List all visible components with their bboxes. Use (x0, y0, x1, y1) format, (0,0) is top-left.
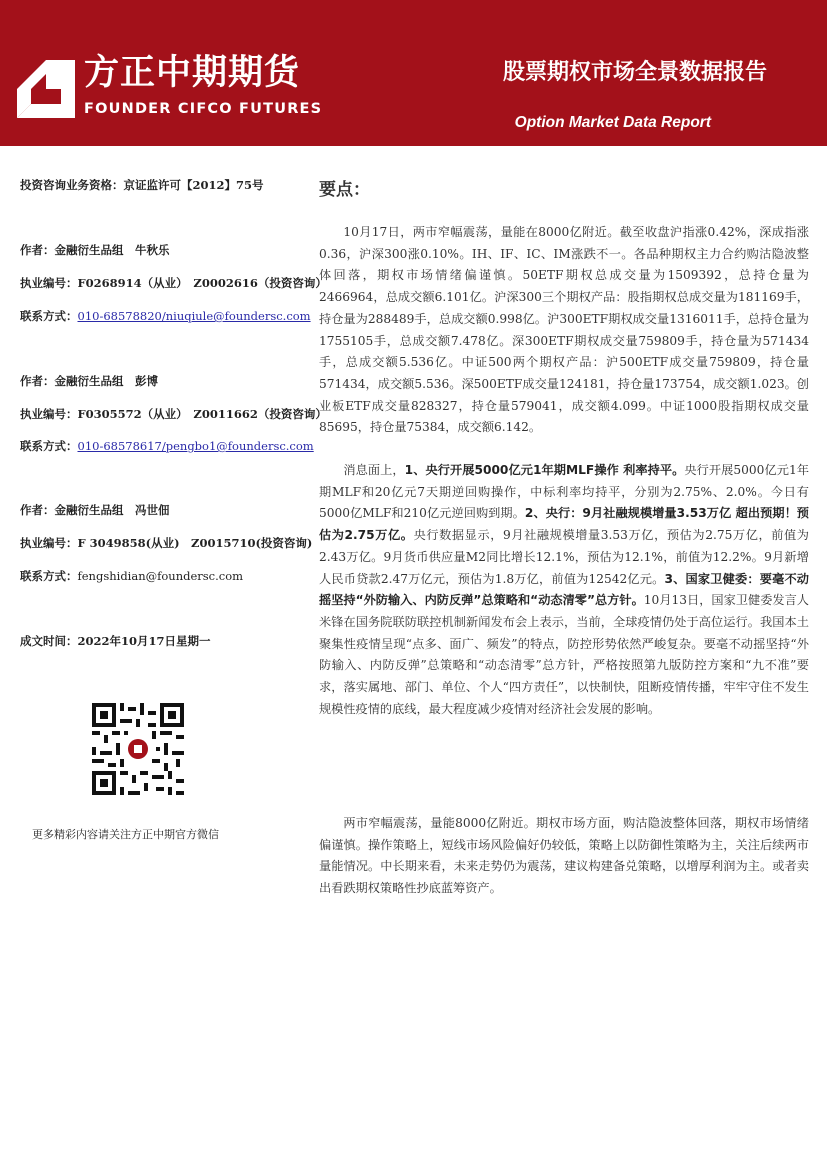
header-band (0, 0, 827, 146)
news-headline-3: 3、国家卫健委：要毫不动摇坚持“外防输入、内防反弹”总策略和“动态清零”总方针。 (319, 571, 809, 608)
author-3-cert: 执业编号：F 3049858(从业) Z0015710(投资咨询) (20, 536, 313, 550)
author-3-email: fengshidian@foundersc.com (77, 569, 244, 583)
license-line: 投资咨询业务资格：京证监许可【2012】75号 (20, 178, 264, 192)
news-body-3: 10月13日，国家卫健委发言人米锋在国务院联防联控机制新闻发布会上表示，当前，全球疫情仍处于高位运行。我国本土聚集性疫情呈现“点多、面广、频发”的特点，防控形势依然严峻复杂。要毫不动摇坚持“外防输入、内防反弹”总策略和“动态清零”总方针，严格按照第九版防控方案和“九不准”要求，落实属地、部门、单位、个人“四方责任”，以快制快，阻断疫情传播，牢牢守住不发生规模性疫情的底线，最大程度减少疫情对经济社会发展的影响。 (319, 593, 809, 716)
date-line: 成文时间：2022年10月17日星期一 (20, 634, 211, 648)
news-body-1: 央行开展5000亿元1年期MLF和20亿元7天期逆回购操作，中标利率均持平，分别为2.75%、2.0%。今日有5000亿MLF和210亿元逆回购到期。 (319, 463, 810, 521)
author-2-email-link[interactable]: 010-68578617/pengbo1@foundersc.com (77, 439, 314, 453)
report-title: 股票期权市场全景数据报告 (502, 60, 767, 85)
author-3-name: 作者：金融衍生品组 冯世佃 (20, 503, 170, 517)
contact-label: 联系方式： (20, 569, 78, 583)
news-paragraph (319, 460, 809, 720)
logo-english-name: FOUNDER CIFCO FUTURES (84, 101, 323, 117)
key-points-heading: 要点： (319, 180, 370, 200)
news-headline-2: 2、央行：9月社融规模增量3.53万亿 超出预期！预估为2.75万亿。 (319, 506, 809, 543)
news-headline-1: 1、央行开展5000亿元1年期MLF操作 利率持平。 (404, 463, 685, 477)
report-subtitle: Option Market Data Report (514, 114, 711, 131)
author-2-cert: 执业编号：F0305572（从业） Z0011662（投资咨询） (20, 407, 327, 421)
contact-label: 联系方式： (20, 439, 78, 453)
author-1-cert: 执业编号：F0268914（从业） Z0002616（投资咨询） (20, 276, 327, 290)
author-2-name: 作者：金融衍生品组 彭博 (20, 374, 158, 388)
news-intro: 消息面上， (343, 463, 405, 477)
qr-caption: 更多精彩内容请关注方正中期官方微信 (32, 828, 219, 841)
author-1-contact (20, 311, 311, 323)
news-body-2: 央行数据显示，9月社融规模增量3.53万亿，预估为2.75万亿，前值为2.43万亿。9月货币供应量M2同比增长12.1%，预估为12.1%，前值为12.2%。9月新增人民币贷款2.47万亿元，预估为1.8万亿，前值为12542亿元。 (319, 528, 809, 586)
strategy-paragraph: 两市窄幅震荡，量能8000亿附近。期权市场方面，购沽隐波整体回落，期权市场情绪偏谨慎。操作策略上，短线市场风险偏好仍较低，策略上以防御性策略为主，关注后续两市量能情况。中长期来看，未来走势仍为震荡，建议构建备兑策略，以增厚利润为主。或者卖出看跌期权策略性抄底蓝筹资产。 (319, 816, 809, 896)
market-summary-paragraph: 10月17日，两市窄幅震荡，量能在8000亿附近。截至收盘沪指涨0.42%，深成指涨0.36，沪深300涨0.10%。IH、IF、IC、IM涨跌不一。各品种期权主力合约购沽隐波整体回落，期权市场情绪偏谨慎。50ETF期权总成交量为1509392，总持仓量为2466964，总成交额6.101亿。沪深300三个期权产品：股指期权总成交量为181169手，持仓量为288489手，总成交额0.998亿。沪300ETF期权成交量1316011手，总持仓量为1755105手，总成交额7.478亿。深300ETF期权成交量759809手，持仓量为571434手，总成交额5.536亿。中证500两个期权产品：沪500ETF成交量759809，持仓量571434，成交额5.536。深500ETF成交量124181，持仓量173754，成交额1.023。创业板ETF成交量828327，持仓量579041，成交额4.099。中证1000股指期权成交量85695，持仓量75384，成交额6.142。 (319, 225, 809, 435)
wechat-qr-code-icon (92, 703, 184, 795)
author-1-email-link[interactable]: 010-68578820/niuqiule@foundersc.com (77, 309, 311, 323)
contact-label: 联系方式： (20, 309, 78, 323)
author-1-name: 作者：金融衍生品组 牛秋乐 (20, 243, 170, 257)
author-2-contact (20, 441, 314, 453)
author-3-contact (20, 571, 243, 583)
founder-logo-icon (17, 60, 75, 118)
logo-chinese-name: 方正中期期货 (84, 53, 301, 93)
